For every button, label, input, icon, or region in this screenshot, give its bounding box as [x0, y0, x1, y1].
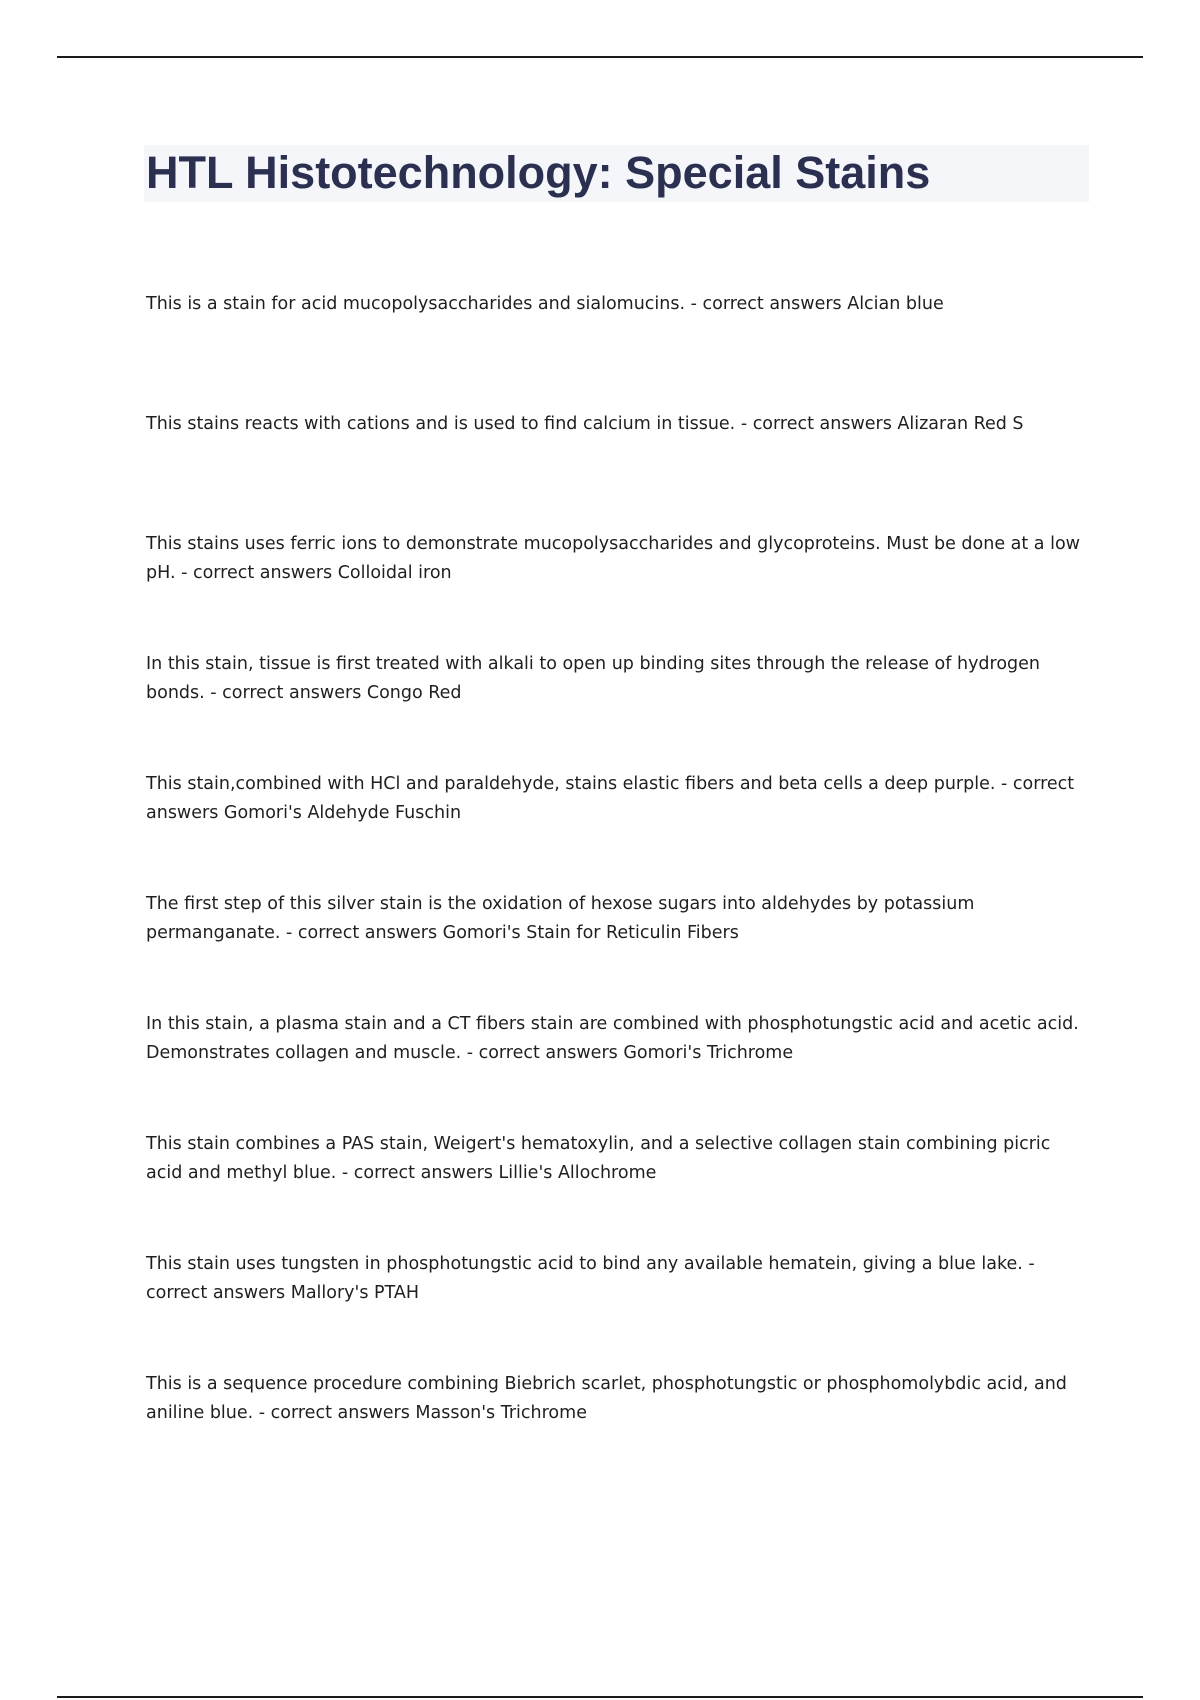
qa-question: In this stain, tissue is first treated with alkali to open up binding sites through the release of hydrogen bonds.	[146, 654, 1041, 703]
qa-item	[146, 1370, 1091, 1460]
qa-answer: Gomori's Aldehyde Fuschin	[223, 803, 462, 823]
qa-separator: - correct answers	[461, 1043, 624, 1063]
bottom-divider	[57, 1696, 1143, 1698]
qa-separator: - correct answers	[685, 294, 848, 314]
qa-separator: - correct answers	[735, 414, 898, 434]
qa-answer: Alcian blue	[847, 294, 944, 314]
qa-answer: Masson's Trichrome	[415, 1403, 587, 1423]
qa-separator: - correct answers	[146, 1254, 1035, 1303]
qa-question: This stain,combined with HCl and paraldehyde, stains elastic fibers and beta cells a deep purple.	[146, 774, 996, 794]
page-title: HTL Histotechnology: Special Stains	[146, 147, 931, 198]
qa-answer: Alizaran Red S	[897, 414, 1024, 434]
qa-answer: Gomori's Stain for Reticulin Fibers	[442, 923, 739, 943]
qa-answer: Congo Red	[366, 683, 462, 703]
qa-list	[146, 290, 1091, 1490]
qa-item	[146, 890, 1091, 980]
qa-item	[146, 770, 1091, 860]
qa-item	[146, 530, 1091, 620]
qa-separator: - correct answers	[175, 563, 338, 583]
qa-question: This is a sequence procedure combining Biebrich scarlet, phosphotungstic or phosphomolybdic acid, and aniline blue.	[146, 1374, 1067, 1423]
qa-item	[146, 1010, 1091, 1100]
qa-item	[146, 1250, 1091, 1340]
qa-answer: Colloidal iron	[337, 563, 452, 583]
qa-question: This stain combines a PAS stain, Weigert's hematoxylin, and a selective collagen stain combining picric acid and methyl blue.	[146, 1134, 1051, 1183]
qa-answer: Lillie's Allochrome	[498, 1163, 657, 1183]
qa-question: The first step of this silver stain is the oxidation of hexose sugars into aldehydes by potassium permanganate.	[146, 894, 975, 943]
qa-question: In this stain, a plasma stain and a CT fibers stain are combined with phosphotungstic acid and acetic acid. Demonstrates collagen and muscle.	[146, 1014, 1079, 1063]
qa-item	[146, 410, 1091, 500]
qa-separator: - correct answers	[146, 774, 1075, 823]
qa-separator: - correct answers	[336, 1163, 499, 1183]
qa-answer: Mallory's PTAH	[290, 1283, 420, 1303]
qa-item	[146, 290, 1091, 380]
qa-question: This stains uses ferric ions to demonstrate mucopolysaccharides and glycoproteins. Must be done at a low pH.	[146, 534, 1080, 583]
qa-answer: Gomori's Trichrome	[623, 1043, 794, 1063]
qa-item	[146, 650, 1091, 740]
qa-item	[146, 1130, 1091, 1220]
qa-question: This stain uses tungsten in phosphotungstic acid to bind any available hematein, giving a blue lake.	[146, 1254, 1023, 1274]
qa-separator: - correct answers	[204, 683, 367, 703]
qa-question: This is a stain for acid mucopolysaccharides and sialomucins.	[146, 294, 686, 314]
qa-question: This stains reacts with cations and is used to find calcium in tissue.	[146, 414, 736, 434]
top-divider	[57, 56, 1143, 58]
qa-separator: - correct answers	[253, 1403, 416, 1423]
qa-separator: - correct answers	[280, 923, 443, 943]
